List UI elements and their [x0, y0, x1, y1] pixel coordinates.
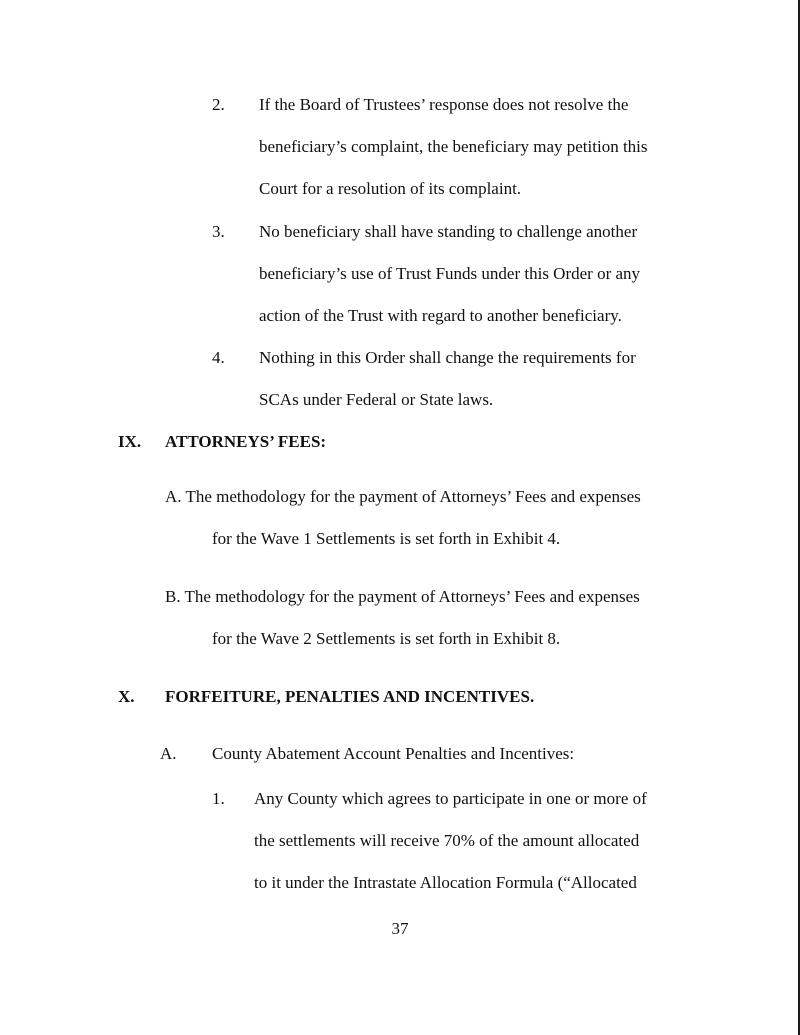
item-number: 1.: [212, 789, 225, 808]
item-text-line: action of the Trust with regard to another beneficiary.: [259, 306, 622, 325]
item-text-line: Nothing in this Order shall change the requirements for: [259, 348, 636, 367]
section-title: ATTORNEYS’ FEES:: [165, 432, 327, 451]
item-text-line: the settlements will receive 70% of the amount allocated: [254, 831, 640, 850]
paragraph-line: for the Wave 2 Settlements is set forth in Exhibit 8.: [212, 629, 561, 648]
item-text-line: Any County which agrees to participate in one or more of: [254, 789, 647, 808]
paragraph-line: B. The methodology for the payment of Attorneys’ Fees and expenses: [165, 587, 640, 606]
section-number: IX.: [118, 432, 142, 451]
paragraph-line: for the Wave 1 Settlements is set forth in Exhibit 4.: [212, 529, 561, 548]
item-number: 3.: [212, 222, 225, 241]
subsection-title: County Abatement Account Penalties and Incentives:: [212, 744, 575, 763]
item-text-line: beneficiary’s complaint, the beneficiary may petition this: [259, 137, 648, 156]
item-text-line: beneficiary’s use of Trust Funds under this Order or any: [259, 264, 641, 283]
section-title: FORFEITURE, PENALTIES AND INCENTIVES.: [165, 687, 535, 706]
item-number: 4.: [212, 348, 225, 367]
item-number: 2.: [212, 95, 225, 114]
item-text-line: SCAs under Federal or State laws.: [259, 390, 494, 409]
item-text-line: Court for a resolution of its complaint.: [259, 179, 522, 198]
item-text-line: If the Board of Trustees’ response does not resolve the: [259, 95, 629, 114]
item-text-line: No beneficiary shall have standing to challenge another: [259, 222, 638, 241]
subsection-letter: A.: [160, 744, 177, 763]
paragraph-line: A. The methodology for the payment of Attorneys’ Fees and expenses: [165, 487, 641, 506]
page-number: 37: [391, 919, 409, 938]
section-number: X.: [118, 687, 135, 706]
item-text-line: to it under the Intrastate Allocation Formula (“Allocated: [254, 873, 637, 892]
